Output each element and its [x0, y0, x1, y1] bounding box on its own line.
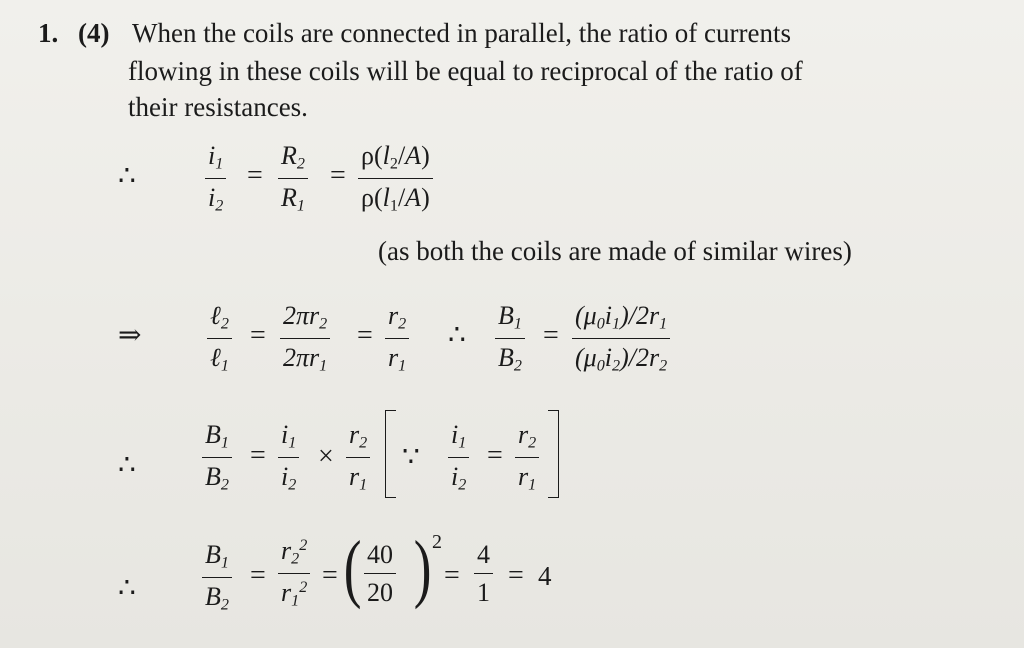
fraction-r2-over-r1: $\frac{R_2}{R_1}$ [278, 143, 308, 214]
equals-sign: = [508, 560, 524, 591]
solution-number: 1. [38, 18, 59, 48]
fraction-r2-over-r1: $\frac{r_2}{r_1}$ [385, 303, 409, 374]
similar-wires-note: (as both the coils are made of similar wires) [378, 236, 852, 266]
intro-line-1: When the coils are connected in parallel, the ratio of currents [132, 18, 791, 48]
fraction-i1-over-i2: $\frac{i_1}{i_2}$ [205, 143, 226, 214]
because-symbol: ∵ [402, 442, 420, 473]
equals-sign: = [250, 560, 266, 591]
fraction-b1-over-b2: $\frac{B_1}{B_2}$ [495, 303, 525, 374]
fraction-i1-over-i2: $\frac{i_1}{i_2}$ [448, 422, 469, 493]
fraction-l2-over-l1: ℓ$_2$ ℓ$_1$ [207, 303, 232, 374]
equals-sign: = [250, 440, 266, 471]
fraction-b1-over-b2: $\frac{B_1}{B_2}$ [202, 542, 232, 613]
fraction-2pir2-over-2pir1: $\frac{2\pi r_2}{2\pi r_1}$ [280, 303, 330, 374]
therefore-symbol: ∴ [118, 161, 136, 192]
answer-label: (4) [78, 18, 110, 48]
left-square-bracket [385, 410, 396, 498]
intro-line-2: flowing in these coils will be equal to reciprocal of the ratio of [128, 56, 803, 86]
equals-sign: = [487, 440, 503, 471]
exponent-two: 2 [432, 531, 442, 553]
equals-sign: = [357, 320, 373, 351]
therefore-symbol: ∴ [118, 450, 136, 481]
result-value: 4 [538, 561, 552, 591]
equals-sign: = [250, 320, 266, 351]
fraction-rho-l2-over-rho-l1: $\frac{\rho(l_2/A)}{\rho(l_1/A)}$ [358, 143, 433, 214]
equals-sign: = [444, 560, 460, 591]
fraction-mu-i1-over-mu-i2: $\frac{(\mu_0i_1)/2r_1}{(\mu_0i_2)/2r_2}$ [572, 303, 670, 374]
equals-sign: = [322, 560, 338, 591]
implies-symbol: ⇒ [118, 320, 142, 351]
fraction-b1-over-b2: $\frac{B_1}{B_2}$ [202, 422, 232, 493]
times-sign: × [318, 441, 334, 472]
equals-sign: = [247, 160, 263, 191]
fraction-r2-over-r1: $\frac{r_2}{r_1}$ [346, 422, 370, 493]
right-square-bracket [548, 410, 559, 498]
equals-sign: = [330, 160, 346, 191]
therefore-symbol: ∴ [448, 320, 466, 351]
right-paren: ) [413, 526, 432, 610]
therefore-symbol: ∴ [118, 573, 136, 604]
intro-line-3: their resistances. [128, 92, 308, 122]
fraction-r2sq-over-r1sq: $\frac{r_2^2}{r_1^2}$ [278, 538, 310, 609]
fraction-i1-over-i2: $\frac{i_1}{i_2}$ [278, 422, 299, 493]
left-paren: ( [343, 526, 362, 610]
fraction-r2-over-r1: $\frac{r_2}{r_1}$ [515, 422, 539, 493]
fraction-40-over-20: $\frac{40}{20}$ [364, 542, 396, 606]
equals-sign: = [543, 320, 559, 351]
fraction-4-over-1: $\frac{4}{1}$ [474, 542, 493, 606]
